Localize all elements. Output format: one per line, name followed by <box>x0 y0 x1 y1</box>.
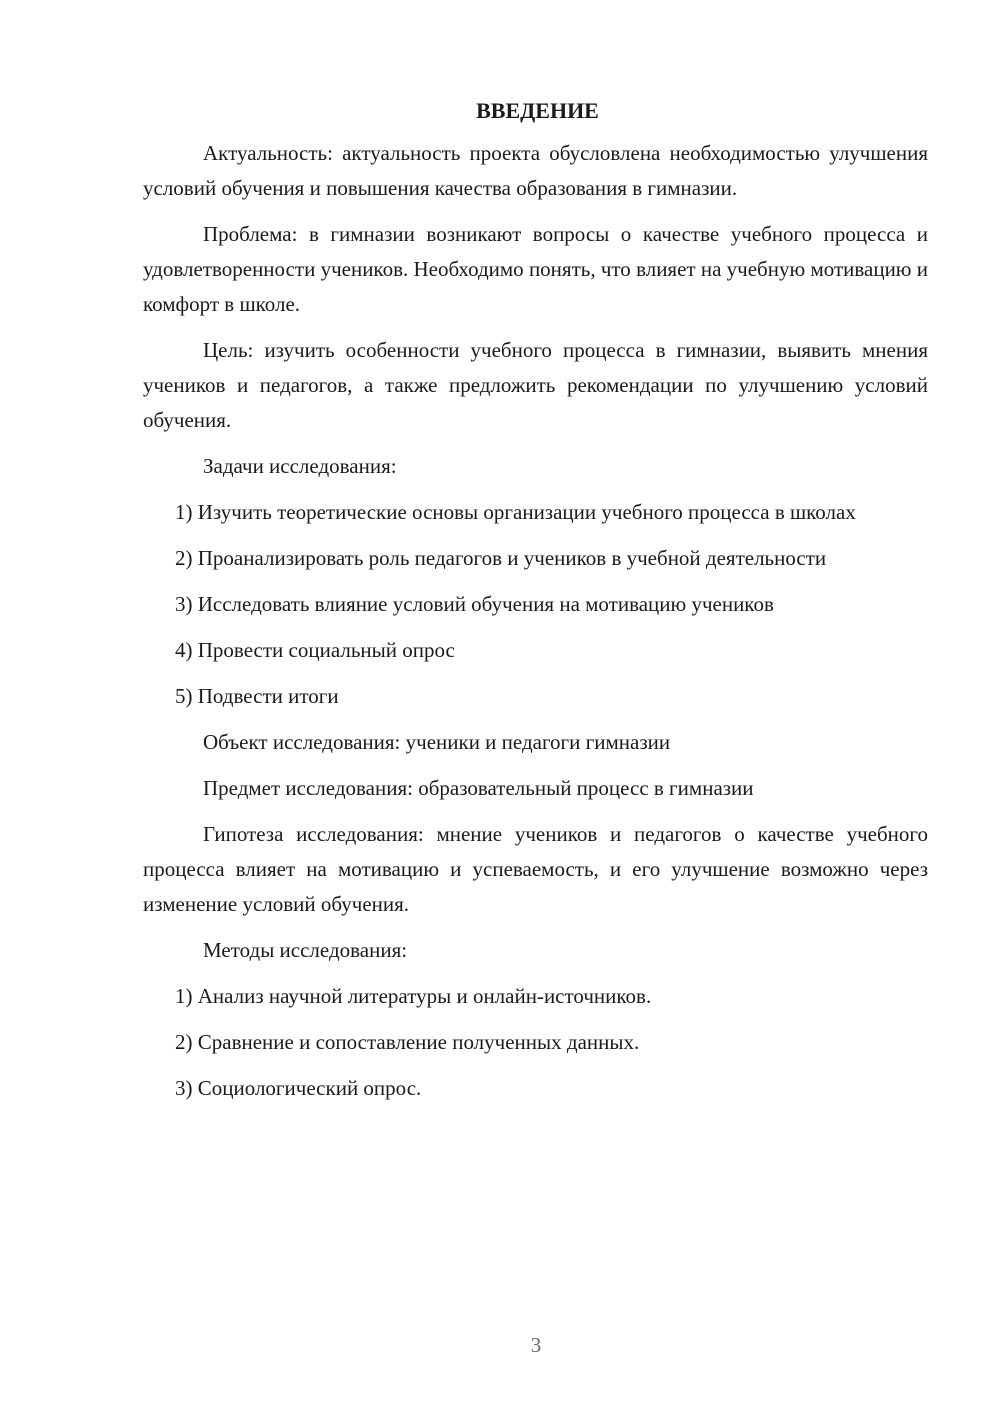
section-title: ВВЕДЕНИЕ <box>476 98 599 123</box>
problem-paragraph: Проблема: в гимназии возникают вопросы о качестве учебного процесса и удовлетворенности учеников. Необходимо понять, что влияет на учебную мотивацию и комфорт в школе. <box>143 222 928 316</box>
goal-paragraph: Цель: изучить особенности учебного процесса в гимназии, выявить мнения учеников и педагогов, а также предложить рекомендации по улучшению условий обучения. <box>143 338 928 432</box>
object-paragraph: Объект исследования: ученики и педагоги гимназии <box>203 730 671 754</box>
method-item-2: 2) Сравнение и сопоставление полученных данных. <box>175 1030 640 1054</box>
task-item-3: 3) Исследовать влияние условий обучения на мотивацию учеников <box>175 592 774 616</box>
tasks-heading: Задачи исследования: <box>203 454 397 478</box>
subject-paragraph: Предмет исследования: образовательный процесс в гимназии <box>203 776 754 800</box>
task-item-5: 5) Подвести итоги <box>175 684 339 708</box>
method-item-1: 1) Анализ научной литературы и онлайн-источников. <box>175 984 652 1008</box>
task-item-2: 2) Проанализировать роль педагогов и учеников в учебной деятельности <box>175 546 827 570</box>
task-item-4: 4) Провести социальный опрос <box>175 638 455 662</box>
task-item-1: 1) Изучить теоретические основы организации учебного процесса в школах <box>175 500 856 524</box>
hypothesis-paragraph: Гипотеза исследования: мнение учеников и педагогов о качестве учебного процесса влияет на мотивацию и успеваемость, и его улучшение возможно через изменение условий обучения. <box>143 822 928 916</box>
relevance-paragraph: Актуальность: актуальность проекта обусловлена необходимостью улучшения условий обучения и повышения качества образования в гимназии. <box>143 141 928 200</box>
method-item-3: 3) Социологический опрос. <box>175 1076 422 1100</box>
page-number: 3 <box>530 1333 542 1357</box>
page-content <box>143 94 928 1117</box>
methods-heading: Методы исследования: <box>203 938 408 962</box>
